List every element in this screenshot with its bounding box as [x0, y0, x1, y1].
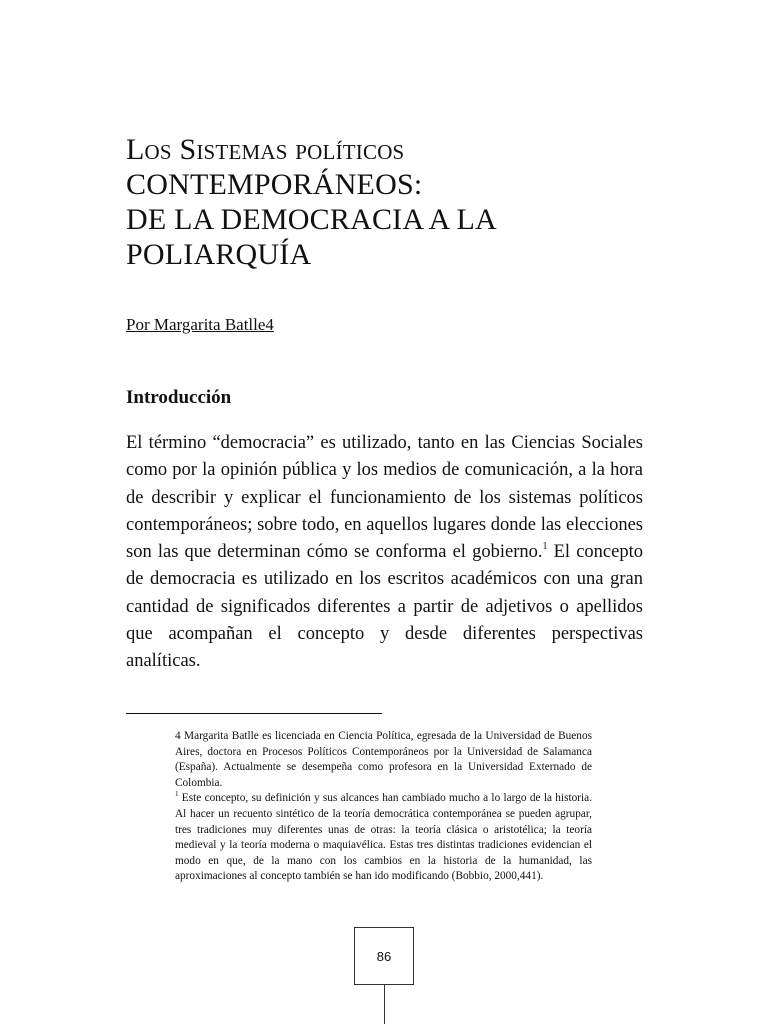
- author-byline: Por Margarita Batlle4: [126, 315, 274, 334]
- footnote-author-text: 4 Margarita Batlle es licenciada en Ciencia Política, egresada de la Universidad de Buenos Aires, doctora en Procesos Políticos Contemporáneos por la Universidad de Salamanca (España). Actualmente se desempeña como profesora en la Universidad Externado de Colombia.: [175, 730, 592, 789]
- footnote-1-text: Este concepto, su definición y sus alcances han cambiado mucho a lo largo de la historia. Al hacer un recuento sintético de la teoría democrática contemporánea se pueden agrupar, tres tradiciones muy diferentes unas de otras: la teoría clásica o aristotélica; la teoría medieval y la teoría moderna o maquiavélica. Estas tres distintas tradiciones evidencian el modo en que, de la mano con los cambios en la historia de la humanidad, las aproximaciones al concepto también se han ido modificando (Bobbio, 2000,441).: [175, 792, 592, 883]
- page-number-box: [354, 927, 414, 985]
- chapter-title: [126, 132, 686, 272]
- body-text-part-2: El concepto de democracia es utilizado en los escritos académicos con una gran cantidad de significados diferentes a partir de adjetivos o apellidos que acompañan el concepto y desde diferentes perspectivas analíticas.: [126, 542, 643, 672]
- title-line-1: Los Sistemas políticos: [126, 133, 405, 166]
- footnote-separator: [126, 713, 382, 714]
- footnote-author: [175, 729, 592, 791]
- footnote-1: [175, 791, 592, 885]
- title-line-4: POLIARQUÍA: [126, 238, 312, 271]
- footnotes: [175, 729, 592, 885]
- footnote-reference: 1: [542, 541, 548, 553]
- title-line-3: DE LA DEMOCRACIA A LA: [126, 203, 497, 236]
- page-number: 86: [376, 948, 392, 964]
- body-text-part-1: El término “democracia” es utilizado, tanto en las Ciencias Sociales como por la opinión pública y los medios de comunicación, a la hora de describir y explicar el funcionamiento de los sistemas políticos contemporáneos; sobre todo, en aquellos lugares donde las elecciones son las que determinan cómo se conforma el gobierno.: [126, 433, 643, 563]
- body-paragraph: [126, 430, 643, 676]
- title-line-2: CONTEMPORÁNEOS:: [126, 168, 423, 201]
- page-number-tab-line: [384, 985, 385, 1024]
- section-heading: Introducción: [126, 387, 232, 408]
- footnote-1-marker: 1: [175, 790, 179, 799]
